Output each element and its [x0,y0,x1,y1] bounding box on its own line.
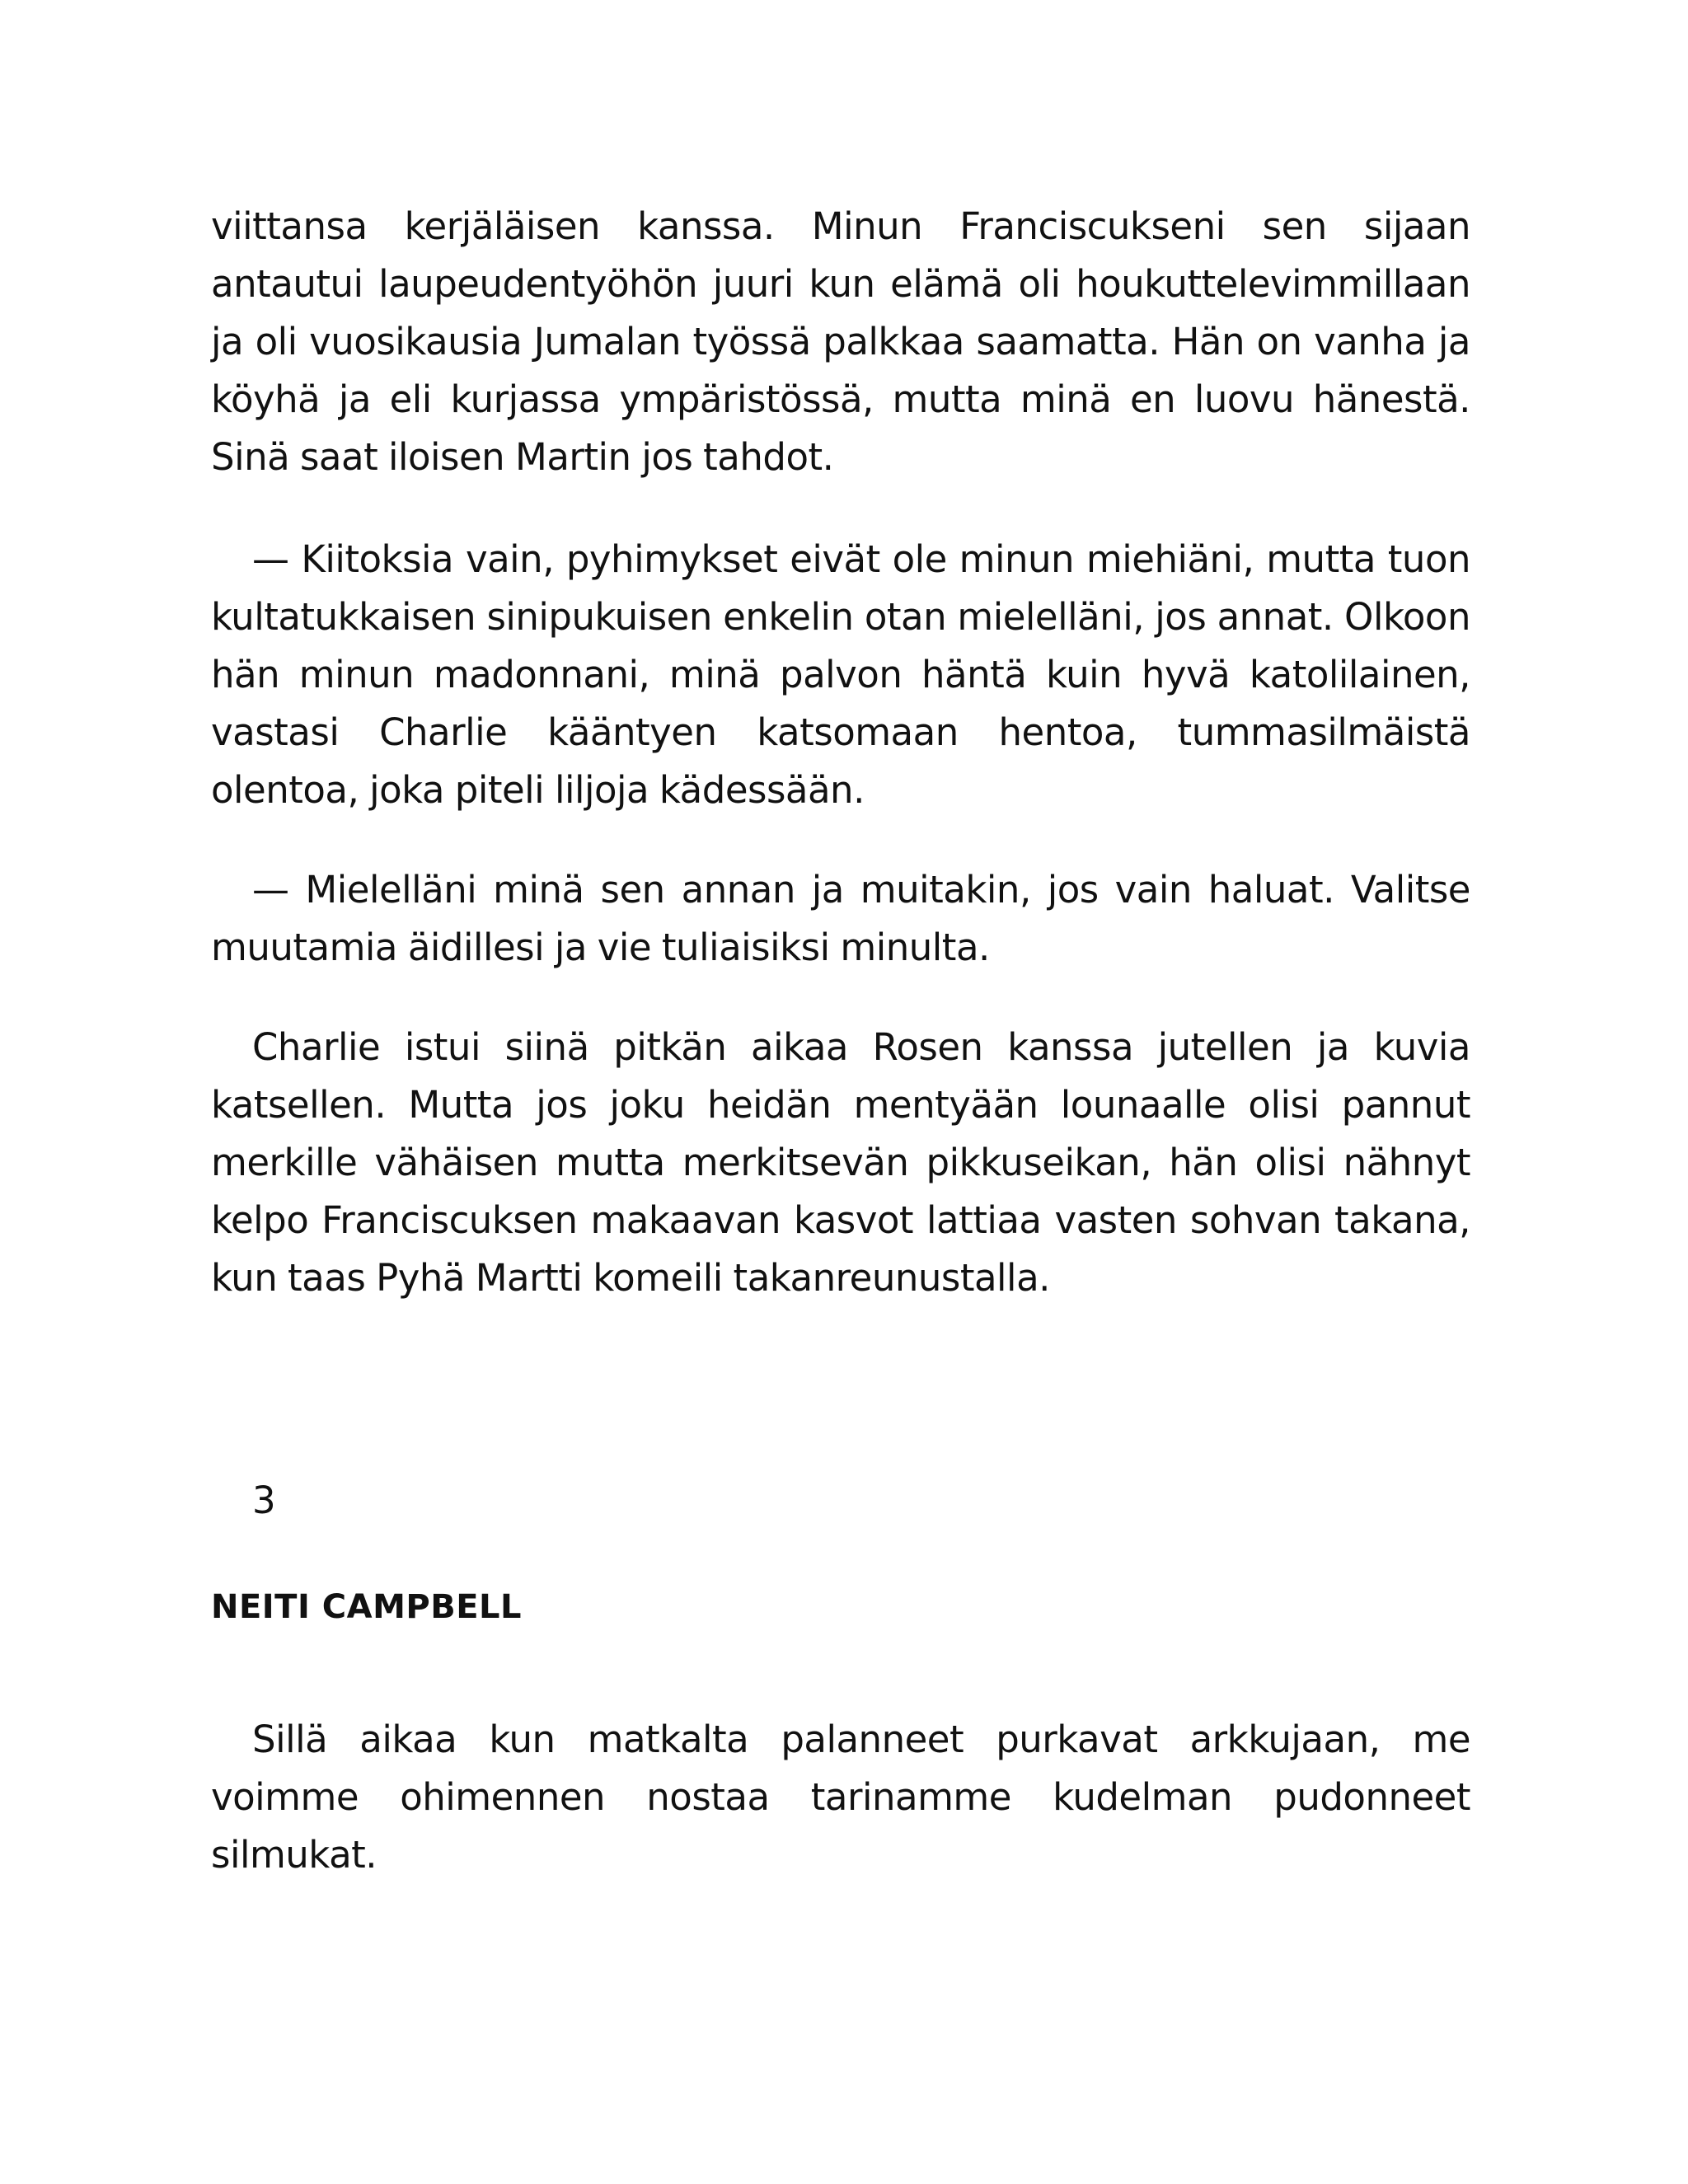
paragraph-4: Charlie istui siinä pitkän aikaa Rosen kanssa jutellen ja kuvia katsellen. Mutta jos joku heidän mentyään lounaalle olisi pannut merkille vähäisen mutta merkitsevän pikkuseikan, hän olisi nähnyt kelpo Franciscuksen makaavan kasvot lattiaa vasten sohvan takana, kun taas Pyhä Martti komeili takanreunustalla. [211,1025,1470,1300]
paragraph-3: — Mielelläni minä sen annan ja muitakin, jos vain haluat. Valitse muutamia äidillesi ja vie tuliaisiksi minulta. [211,868,1470,969]
document-page [211,0,1470,2184]
paragraph-1: viittansa kerjäläisen kanssa. Minun Franciscukseni sen sijaan antautui laupeudentyöhön juuri kun elämä oli houkuttelevimmillaan ja oli vuosikausia Jumalan työssä palkkaa saamatta. Hän on vanha ja köyhä ja eli kurjassa ympäristössä, mutta minä en luovu hänestä. Sinä saat iloisen Martin jos tahdot. [211,204,1470,479]
chapter-title: NEITI CAMPBELL [211,1588,522,1626]
chapter-paragraph-1: Sillä aikaa kun matkalta palanneet purkavat arkkujaan, me voimme ohimennen nostaa tarinamme kudelman pudonneet silmukat. [211,1718,1470,1877]
paragraph-2: — Kiitoksia vain, pyhimykset eivät ole minun miehiäni, mutta tuon kultatukkaisen sinipukuisen enkelin otan mielelläni, jos annat. Olkoon hän minun madonnani, minä palvon häntä kuin hyvä katolilainen, vastasi Charlie kääntyen katsomaan hentoa, tummasilmäistä olentoa, joka piteli liljoja kädessään. [211,537,1470,812]
chapter-number: 3 [252,1479,276,1522]
